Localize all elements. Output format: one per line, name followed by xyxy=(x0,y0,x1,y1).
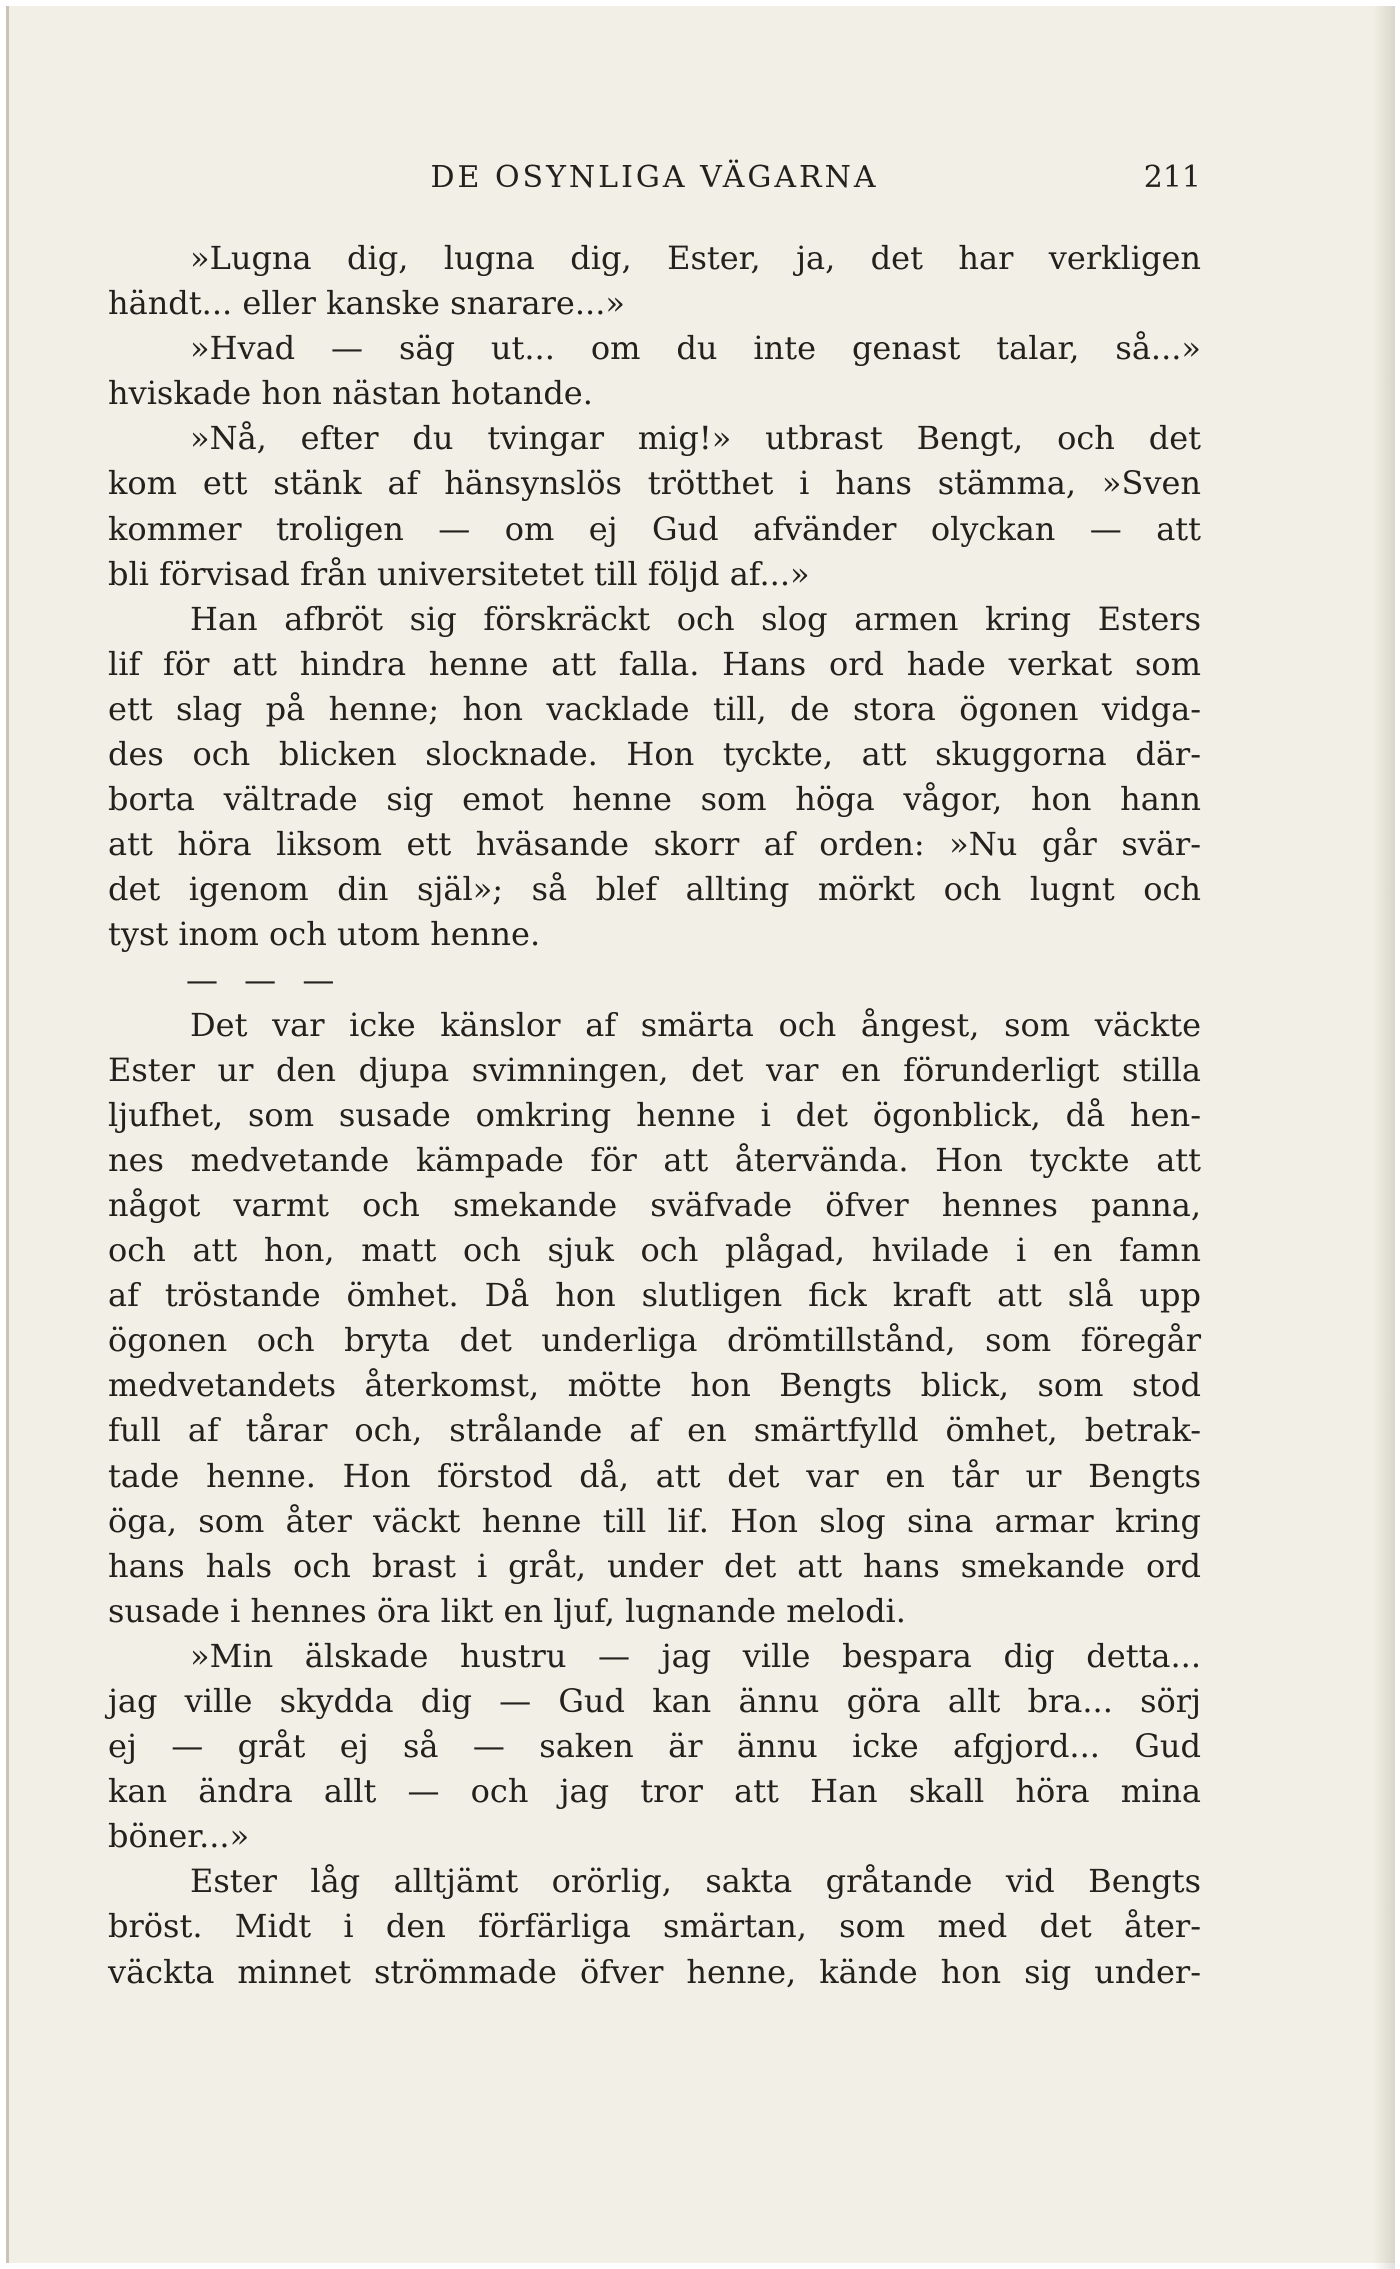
text-line: medvetandets återkomst, mötte hon Bengts blick, som stod xyxy=(108,1366,1201,1405)
text-line: »Min älskade hustru — jag ville bespara dig detta... xyxy=(190,1636,1201,1675)
text-line: Det var icke känslor af smärta och ångest, som väckte xyxy=(190,1005,1201,1044)
text-line: »Lugna dig, lugna dig, Ester, ja, det har verkligen xyxy=(190,239,1201,277)
page-header xyxy=(108,156,1201,200)
text-line: hans hals och brast i gråt, under det att hans smekande ord xyxy=(108,1546,1201,1585)
text-line: bli förvisad från universitetet till följd af...» xyxy=(108,554,810,593)
text-line: tade henne. Hon förstod då, att det var en tår ur Bengts xyxy=(108,1456,1201,1495)
page-edge-shadow xyxy=(1373,6,1395,2269)
running-title: DE OSYNLIGA VÄGARNA xyxy=(430,160,879,195)
text-line: jag ville skydda dig — Gud kan ännu göra allt bra... sörj xyxy=(108,1682,1201,1720)
text-line: ej — gråt ej så — saken är ännu icke afgjord... Gud xyxy=(108,1727,1201,1766)
text-line: full af tårar och, strålande af en smärtfylld ömhet, betrak- xyxy=(108,1411,1201,1450)
text-line: susade i hennes öra likt en ljuf, lugnande melodi. xyxy=(108,1591,906,1630)
text-line: Ester ur den djupa svimningen, det var en förunderligt stilla xyxy=(108,1050,1201,1089)
section-break: — — — xyxy=(186,960,343,999)
text-line: händt... eller kanske snarare...» xyxy=(108,284,625,323)
text-line: lif för att hindra henne att falla. Hans ord hade verkat som xyxy=(108,644,1201,683)
text-line: ett slag på henne; hon vacklade till, de stora ögonen vidga- xyxy=(108,689,1201,728)
text-line: kom ett stänk af hänsynslös trötthet i hans stämma, »Sven xyxy=(108,464,1201,503)
text-line: af tröstande ömhet. Då hon slutligen fick kraft att slå upp xyxy=(108,1276,1201,1315)
text-line: öga, som åter väckt henne till lif. Hon slog sina armar kring xyxy=(108,1501,1201,1540)
text-line: des och blicken slocknade. Hon tyckte, att skuggorna där- xyxy=(108,735,1201,774)
text-line: ljufhet, som susade omkring henne i det ögonblick, då hen- xyxy=(108,1095,1201,1134)
text-line: ögonen och bryta det underliga drömtillstånd, som föregår xyxy=(108,1321,1201,1360)
text-line: att höra liksom ett hväsande skorr af orden: »Nu går svär- xyxy=(108,825,1201,864)
text-line: Ester låg alltjämt orörlig, sakta gråtande vid Bengts xyxy=(190,1862,1201,1901)
text-line: kommer troligen — om ej Gud afvänder olyckan — att xyxy=(108,509,1201,548)
page-number: 211 xyxy=(1143,160,1201,195)
text-line: kan ändra allt — och jag tror att Han skall höra mina xyxy=(108,1772,1201,1811)
text-line: hviskade hon nästan hotande. xyxy=(108,374,593,413)
text-line: tyst inom och utom henne. xyxy=(108,915,541,954)
text-line: något varmt och smekande sväfvade öfver hennes panna, xyxy=(108,1185,1201,1224)
text-line: borta vältrade sig emot henne som höga vågor, hon hann xyxy=(108,780,1201,819)
text-line: nes medvetande kämpade för att återvända. Hon tyckte att xyxy=(108,1140,1201,1179)
body-text xyxy=(108,236,1201,1995)
text-line: Han afbröt sig förskräckt och slog armen kring Esters xyxy=(190,599,1201,638)
text-line: väckta minnet strömmade öfver henne, kände hon sig under- xyxy=(108,1952,1201,1991)
text-line: det igenom din själ»; så blef allting mörkt och lugnt och xyxy=(108,870,1201,909)
text-line: »Nå, efter du tvingar mig!» utbrast Bengt, och det xyxy=(190,419,1201,458)
text-line: böner...» xyxy=(108,1817,250,1856)
text-line: »Hvad — säg ut... om du inte genast talar, så...» xyxy=(190,329,1201,368)
text-line: bröst. Midt i den förfärliga smärtan, som med det åter- xyxy=(108,1907,1201,1946)
text-line: och att hon, matt och sjuk och plågad, hvilade i en famn xyxy=(108,1231,1201,1270)
